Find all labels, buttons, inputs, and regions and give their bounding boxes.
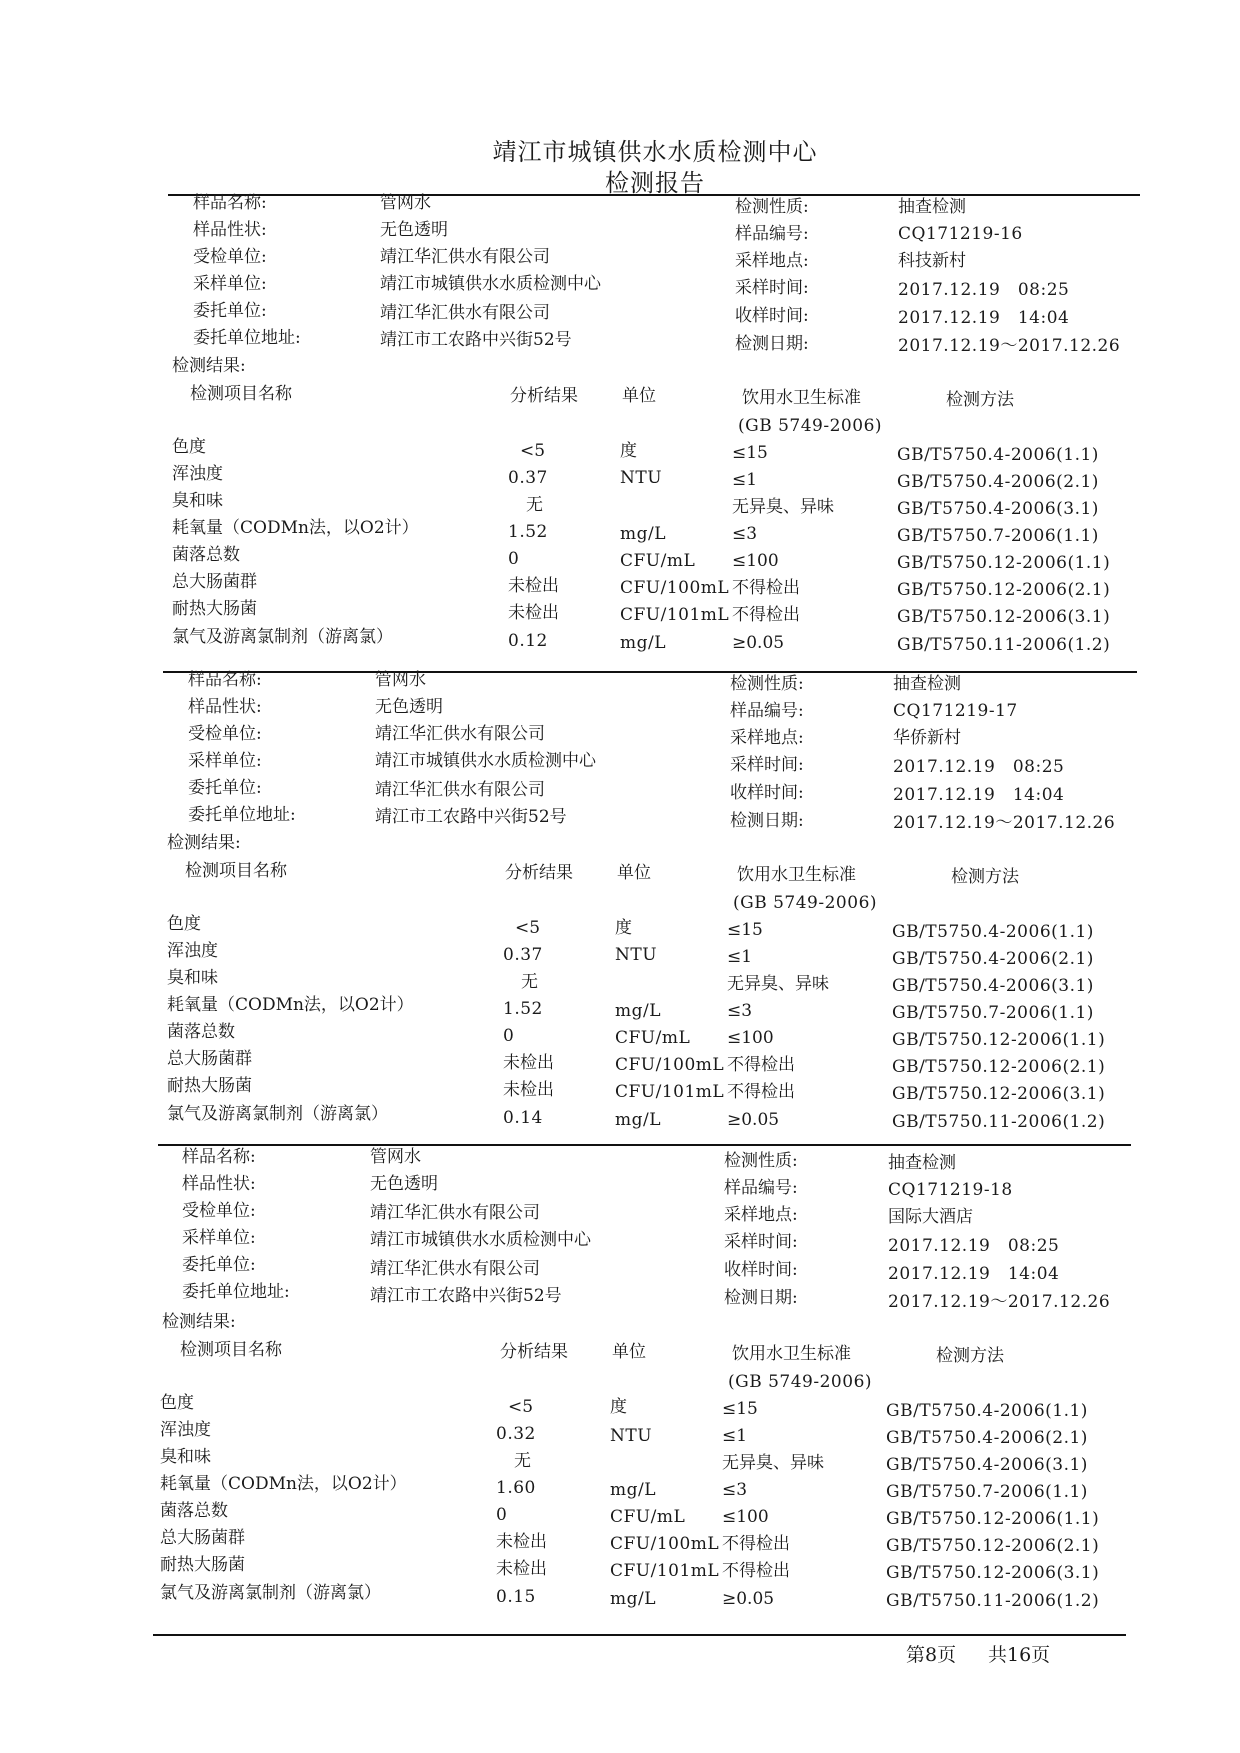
label-sample-no: 样品编号: (735, 224, 809, 244)
label-sample-no: 样品编号: (724, 1178, 798, 1198)
row-unit: CFU/101mL (610, 1561, 720, 1581)
label-test-date: 检测日期: (730, 811, 804, 831)
label-client-address: 委托单位地址: (193, 328, 301, 348)
row-standard: 无异臭、异味 (722, 1453, 824, 1473)
row-standard: ≥0.05 (727, 1110, 780, 1130)
label-results: 检测结果: (172, 356, 246, 376)
label-sample-name: 样品名称: (182, 1147, 256, 1167)
row-item: 菌落总数 (160, 1501, 228, 1521)
row-unit: CFU/mL (615, 1028, 691, 1048)
row-unit: CFU/mL (620, 551, 696, 571)
row-unit: CFU/mL (610, 1507, 686, 1527)
row-item: 浑浊度 (172, 464, 223, 484)
value-receive-time: 2017.12.19 14:04 (898, 308, 1070, 328)
row-unit: mg/L (620, 524, 667, 544)
row-item: 耗氧量（CODMn法，以O2计） (160, 1474, 407, 1494)
row-unit: mg/L (615, 1001, 662, 1021)
label-sample-property: 样品性状: (193, 220, 267, 240)
col-standard-header: 饮用水卫生标准 (737, 865, 856, 885)
row-unit: CFU/100mL (615, 1055, 725, 1075)
row-method: GB/T5750.4-2006(2.1) (897, 472, 1099, 492)
row-standard: ≤15 (732, 443, 768, 463)
row-item: 耐热大肠菌 (167, 1076, 252, 1096)
row-result: <5 (520, 441, 546, 461)
col-method-header: 检测方法 (951, 867, 1019, 887)
row-result: 0.15 (496, 1587, 536, 1607)
row-method: GB/T5750.12-2006(1.1) (892, 1030, 1106, 1050)
value-client-address: 靖江市工农路中兴街52号 (375, 807, 567, 827)
page-total: 共16页 (988, 1644, 1051, 1666)
label-inspected-unit: 受检单位: (182, 1201, 256, 1221)
row-method: GB/T5750.7-2006(1.1) (886, 1482, 1088, 1502)
row-method: GB/T5750.12-2006(3.1) (892, 1084, 1106, 1104)
row-item: 耗氧量（CODMn法，以O2计） (172, 518, 419, 538)
row-item: 总大肠菌群 (160, 1528, 245, 1548)
report-block-2 (0, 477, 1240, 1132)
label-sampling-unit: 采样单位: (188, 751, 262, 771)
row-method: GB/T5750.4-2006(3.1) (897, 499, 1099, 519)
value-inspected-unit: 靖江华汇供水有限公司 (375, 724, 545, 744)
label-sampling-time: 采样时间: (735, 278, 809, 298)
value-sample-property: 无色透明 (380, 220, 448, 240)
row-standard: ≤1 (727, 947, 753, 967)
label-test-nature: 检测性质: (730, 674, 804, 694)
row-item: 浑浊度 (167, 941, 218, 961)
row-result: <5 (508, 1397, 534, 1417)
row-standard: ≤1 (722, 1426, 748, 1446)
label-client-unit: 委托单位: (188, 778, 262, 798)
value-sample-no: CQ171219-18 (888, 1180, 1013, 1200)
row-result: 0.14 (503, 1108, 543, 1128)
col-unit-header: 单位 (617, 863, 651, 883)
row-standard: ≥0.05 (722, 1589, 775, 1609)
row-result: 未检出 (496, 1532, 547, 1552)
report-title: 检测报告 (605, 169, 705, 197)
block-top-rule (168, 194, 1140, 196)
row-unit: CFU/100mL (620, 578, 730, 598)
row-unit: 度 (620, 441, 637, 461)
row-method: GB/T5750.4-2006(2.1) (886, 1428, 1088, 1448)
value-sample-no: CQ171219-17 (893, 701, 1018, 721)
row-result: 未检出 (508, 603, 559, 623)
row-item: 色度 (160, 1393, 194, 1413)
row-standard: 不得检出 (722, 1534, 790, 1554)
row-standard: 不得检出 (732, 578, 800, 598)
row-item: 臭和味 (167, 968, 218, 988)
row-item: 氯气及游离氯制剂（游离氯） (172, 627, 393, 647)
value-test-date: 2017.12.19～2017.12.26 (898, 336, 1121, 356)
value-inspected-unit: 靖江华汇供水有限公司 (370, 1203, 540, 1223)
label-receive-time: 收样时间: (730, 783, 804, 803)
row-result: 未检出 (496, 1559, 547, 1579)
col-standard-header: 饮用水卫生标准 (742, 388, 861, 408)
label-sampling-site: 采样地点: (735, 251, 809, 271)
row-result: 未检出 (508, 576, 559, 596)
value-client-unit: 靖江华汇供水有限公司 (380, 303, 550, 323)
row-method: GB/T5750.4-2006(1.1) (892, 922, 1094, 942)
value-test-date: 2017.12.19～2017.12.26 (893, 813, 1116, 833)
row-result: 0.37 (503, 945, 543, 965)
value-sample-property: 无色透明 (370, 1174, 438, 1194)
row-item: 色度 (167, 914, 201, 934)
row-unit: CFU/100mL (610, 1534, 720, 1554)
org-title: 靖江市城镇供水水质检测中心 (492, 138, 818, 166)
row-method: GB/T5750.12-2006(3.1) (897, 607, 1111, 627)
row-item: 氯气及游离氯制剂（游离氯） (167, 1104, 388, 1124)
row-unit: NTU (620, 468, 663, 488)
value-sampling-time: 2017.12.19 08:25 (893, 757, 1065, 777)
row-result: 0.32 (496, 1424, 536, 1444)
row-method: GB/T5750.4-2006(1.1) (897, 445, 1099, 465)
label-results: 检测结果: (167, 833, 241, 853)
label-test-date: 检测日期: (724, 1288, 798, 1308)
label-sample-no: 样品编号: (730, 701, 804, 721)
row-result: 1.52 (503, 999, 543, 1019)
row-unit: CFU/101mL (615, 1082, 725, 1102)
row-item: 耗氧量（CODMn法，以O2计） (167, 995, 414, 1015)
row-method: GB/T5750.7-2006(1.1) (897, 526, 1099, 546)
row-standard: ≤100 (722, 1507, 769, 1527)
value-sampling-unit: 靖江市城镇供水水质检测中心 (375, 751, 596, 771)
row-item: 菌落总数 (172, 545, 240, 565)
row-result: 未检出 (503, 1080, 554, 1100)
row-standard: ≤3 (722, 1480, 748, 1500)
col-standard-code: (GB 5749-2006) (733, 893, 878, 913)
label-sample-name: 样品名称: (188, 670, 262, 690)
row-method: GB/T5750.4-2006(3.1) (886, 1455, 1088, 1475)
row-item: 色度 (172, 437, 206, 457)
label-sampling-unit: 采样单位: (193, 274, 267, 294)
label-receive-time: 收样时间: (735, 306, 809, 326)
row-result: 0 (496, 1505, 508, 1525)
row-result: 无 (514, 1451, 531, 1471)
row-method: GB/T5750.4-2006(3.1) (892, 976, 1094, 996)
row-item: 菌落总数 (167, 1022, 235, 1042)
col-standard-code: (GB 5749-2006) (738, 416, 883, 436)
row-result: 0.12 (508, 631, 548, 651)
value-receive-time: 2017.12.19 14:04 (893, 785, 1065, 805)
label-inspected-unit: 受检单位: (193, 247, 267, 267)
col-result-header: 分析结果 (500, 1342, 568, 1362)
col-item-header: 检测项目名称 (185, 861, 287, 881)
row-unit: mg/L (610, 1589, 657, 1609)
value-sample-name: 管网水 (375, 670, 426, 690)
label-sample-property: 样品性状: (188, 697, 262, 717)
value-test-nature: 抽查检测 (893, 674, 961, 694)
row-standard: 不得检出 (722, 1561, 790, 1581)
label-sample-name: 样品名称: (193, 193, 267, 213)
row-standard: ≤3 (732, 524, 758, 544)
report-block-1 (0, 0, 1240, 655)
row-method: GB/T5750.11-2006(1.2) (897, 635, 1111, 655)
col-item-header: 检测项目名称 (180, 1340, 282, 1360)
row-standard: ≥0.05 (732, 633, 785, 653)
label-sampling-time: 采样时间: (724, 1232, 798, 1252)
label-inspected-unit: 受检单位: (188, 724, 262, 744)
value-sampling-site: 科技新村 (898, 251, 966, 271)
row-item: 氯气及游离氯制剂（游离氯） (160, 1583, 381, 1603)
col-method-header: 检测方法 (936, 1346, 1004, 1366)
row-method: GB/T5750.7-2006(1.1) (892, 1003, 1094, 1023)
bottom-rule (153, 1634, 1126, 1636)
row-item: 总大肠菌群 (167, 1049, 252, 1069)
row-item: 耐热大肠菌 (160, 1555, 245, 1575)
value-sample-name: 管网水 (380, 193, 431, 213)
row-unit: 度 (615, 918, 632, 938)
row-method: GB/T5750.4-2006(1.1) (886, 1401, 1088, 1421)
value-client-address: 靖江市工农路中兴街52号 (380, 330, 572, 350)
row-item: 臭和味 (172, 491, 223, 511)
row-method: GB/T5750.11-2006(1.2) (886, 1591, 1100, 1611)
row-method: GB/T5750.12-2006(1.1) (897, 553, 1111, 573)
label-client-unit: 委托单位: (182, 1255, 256, 1275)
value-sample-name: 管网水 (370, 1147, 421, 1167)
label-test-nature: 检测性质: (724, 1151, 798, 1171)
row-standard: 无异臭、异味 (732, 497, 834, 517)
value-sampling-time: 2017.12.19 08:25 (898, 280, 1070, 300)
row-method: GB/T5750.12-2006(3.1) (886, 1563, 1100, 1583)
row-unit: NTU (610, 1426, 653, 1446)
row-result: 未检出 (503, 1053, 554, 1073)
col-method-header: 检测方法 (946, 390, 1014, 410)
value-receive-time: 2017.12.19 14:04 (888, 1264, 1060, 1284)
row-unit: mg/L (610, 1480, 657, 1500)
label-client-unit: 委托单位: (193, 301, 267, 321)
row-standard: 不得检出 (727, 1055, 795, 1075)
row-standard: ≤1 (732, 470, 758, 490)
value-test-date: 2017.12.19～2017.12.26 (888, 1292, 1111, 1312)
value-client-address: 靖江市工农路中兴街52号 (370, 1286, 562, 1306)
col-unit-header: 单位 (622, 386, 656, 406)
col-item-header: 检测项目名称 (190, 384, 292, 404)
row-standard: ≤15 (722, 1399, 758, 1419)
row-standard: 不得检出 (727, 1082, 795, 1102)
label-results: 检测结果: (162, 1312, 236, 1332)
value-sample-no: CQ171219-16 (898, 224, 1023, 244)
label-client-address: 委托单位地址: (188, 805, 296, 825)
value-sample-property: 无色透明 (375, 697, 443, 717)
row-method: GB/T5750.4-2006(2.1) (892, 949, 1094, 969)
label-client-address: 委托单位地址: (182, 1282, 290, 1302)
row-result: <5 (515, 918, 541, 938)
value-test-nature: 抽查检测 (898, 197, 966, 217)
row-unit: CFU/101mL (620, 605, 730, 625)
row-result: 无 (526, 495, 543, 515)
row-result: 0 (503, 1026, 515, 1046)
label-receive-time: 收样时间: (724, 1260, 798, 1280)
value-sampling-unit: 靖江市城镇供水水质检测中心 (380, 274, 601, 294)
row-standard: ≤100 (732, 551, 779, 571)
row-standard: ≤100 (727, 1028, 774, 1048)
row-unit: mg/L (620, 633, 667, 653)
row-method: GB/T5750.12-2006(2.1) (886, 1536, 1100, 1556)
row-method: GB/T5750.12-2006(1.1) (886, 1509, 1100, 1529)
label-sampling-time: 采样时间: (730, 755, 804, 775)
value-inspected-unit: 靖江华汇供水有限公司 (380, 247, 550, 267)
row-result: 0.37 (508, 468, 548, 488)
row-unit: NTU (615, 945, 658, 965)
row-method: GB/T5750.12-2006(2.1) (897, 580, 1111, 600)
row-standard: 不得检出 (732, 605, 800, 625)
row-result: 无 (521, 972, 538, 992)
row-result: 1.52 (508, 522, 548, 542)
col-result-header: 分析结果 (510, 386, 578, 406)
row-standard: ≤15 (727, 920, 763, 940)
label-test-date: 检测日期: (735, 334, 809, 354)
row-standard: ≤3 (727, 1001, 753, 1021)
row-method: GB/T5750.11-2006(1.2) (892, 1112, 1106, 1132)
row-item: 耐热大肠菌 (172, 599, 257, 619)
page-number: 第8页 (906, 1644, 957, 1666)
value-sampling-site: 国际大酒店 (888, 1207, 973, 1227)
row-item: 总大肠菌群 (172, 572, 257, 592)
col-standard-code: (GB 5749-2006) (728, 1372, 873, 1392)
row-standard: 无异臭、异味 (727, 974, 829, 994)
row-result: 1.60 (496, 1478, 536, 1498)
row-unit: 度 (610, 1397, 627, 1417)
block-top-rule (163, 671, 1137, 673)
label-test-nature: 检测性质: (735, 197, 809, 217)
report-block-3 (0, 954, 1240, 1611)
row-result: 0 (508, 549, 520, 569)
label-sampling-site: 采样地点: (724, 1205, 798, 1225)
block-top-rule (158, 1144, 1131, 1146)
value-sampling-site: 华侨新村 (893, 728, 961, 748)
value-client-unit: 靖江华汇供水有限公司 (370, 1259, 540, 1279)
col-result-header: 分析结果 (505, 863, 573, 883)
col-standard-header: 饮用水卫生标准 (732, 1344, 851, 1364)
label-sampling-site: 采样地点: (730, 728, 804, 748)
row-unit: mg/L (615, 1110, 662, 1130)
col-unit-header: 单位 (612, 1342, 646, 1362)
value-sampling-time: 2017.12.19 08:25 (888, 1236, 1060, 1256)
row-item: 臭和味 (160, 1447, 211, 1467)
value-sampling-unit: 靖江市城镇供水水质检测中心 (370, 1230, 591, 1250)
value-test-nature: 抽查检测 (888, 1153, 956, 1173)
label-sample-property: 样品性状: (182, 1174, 256, 1194)
row-item: 浑浊度 (160, 1420, 211, 1440)
row-method: GB/T5750.12-2006(2.1) (892, 1057, 1106, 1077)
label-sampling-unit: 采样单位: (182, 1228, 256, 1248)
value-client-unit: 靖江华汇供水有限公司 (375, 780, 545, 800)
